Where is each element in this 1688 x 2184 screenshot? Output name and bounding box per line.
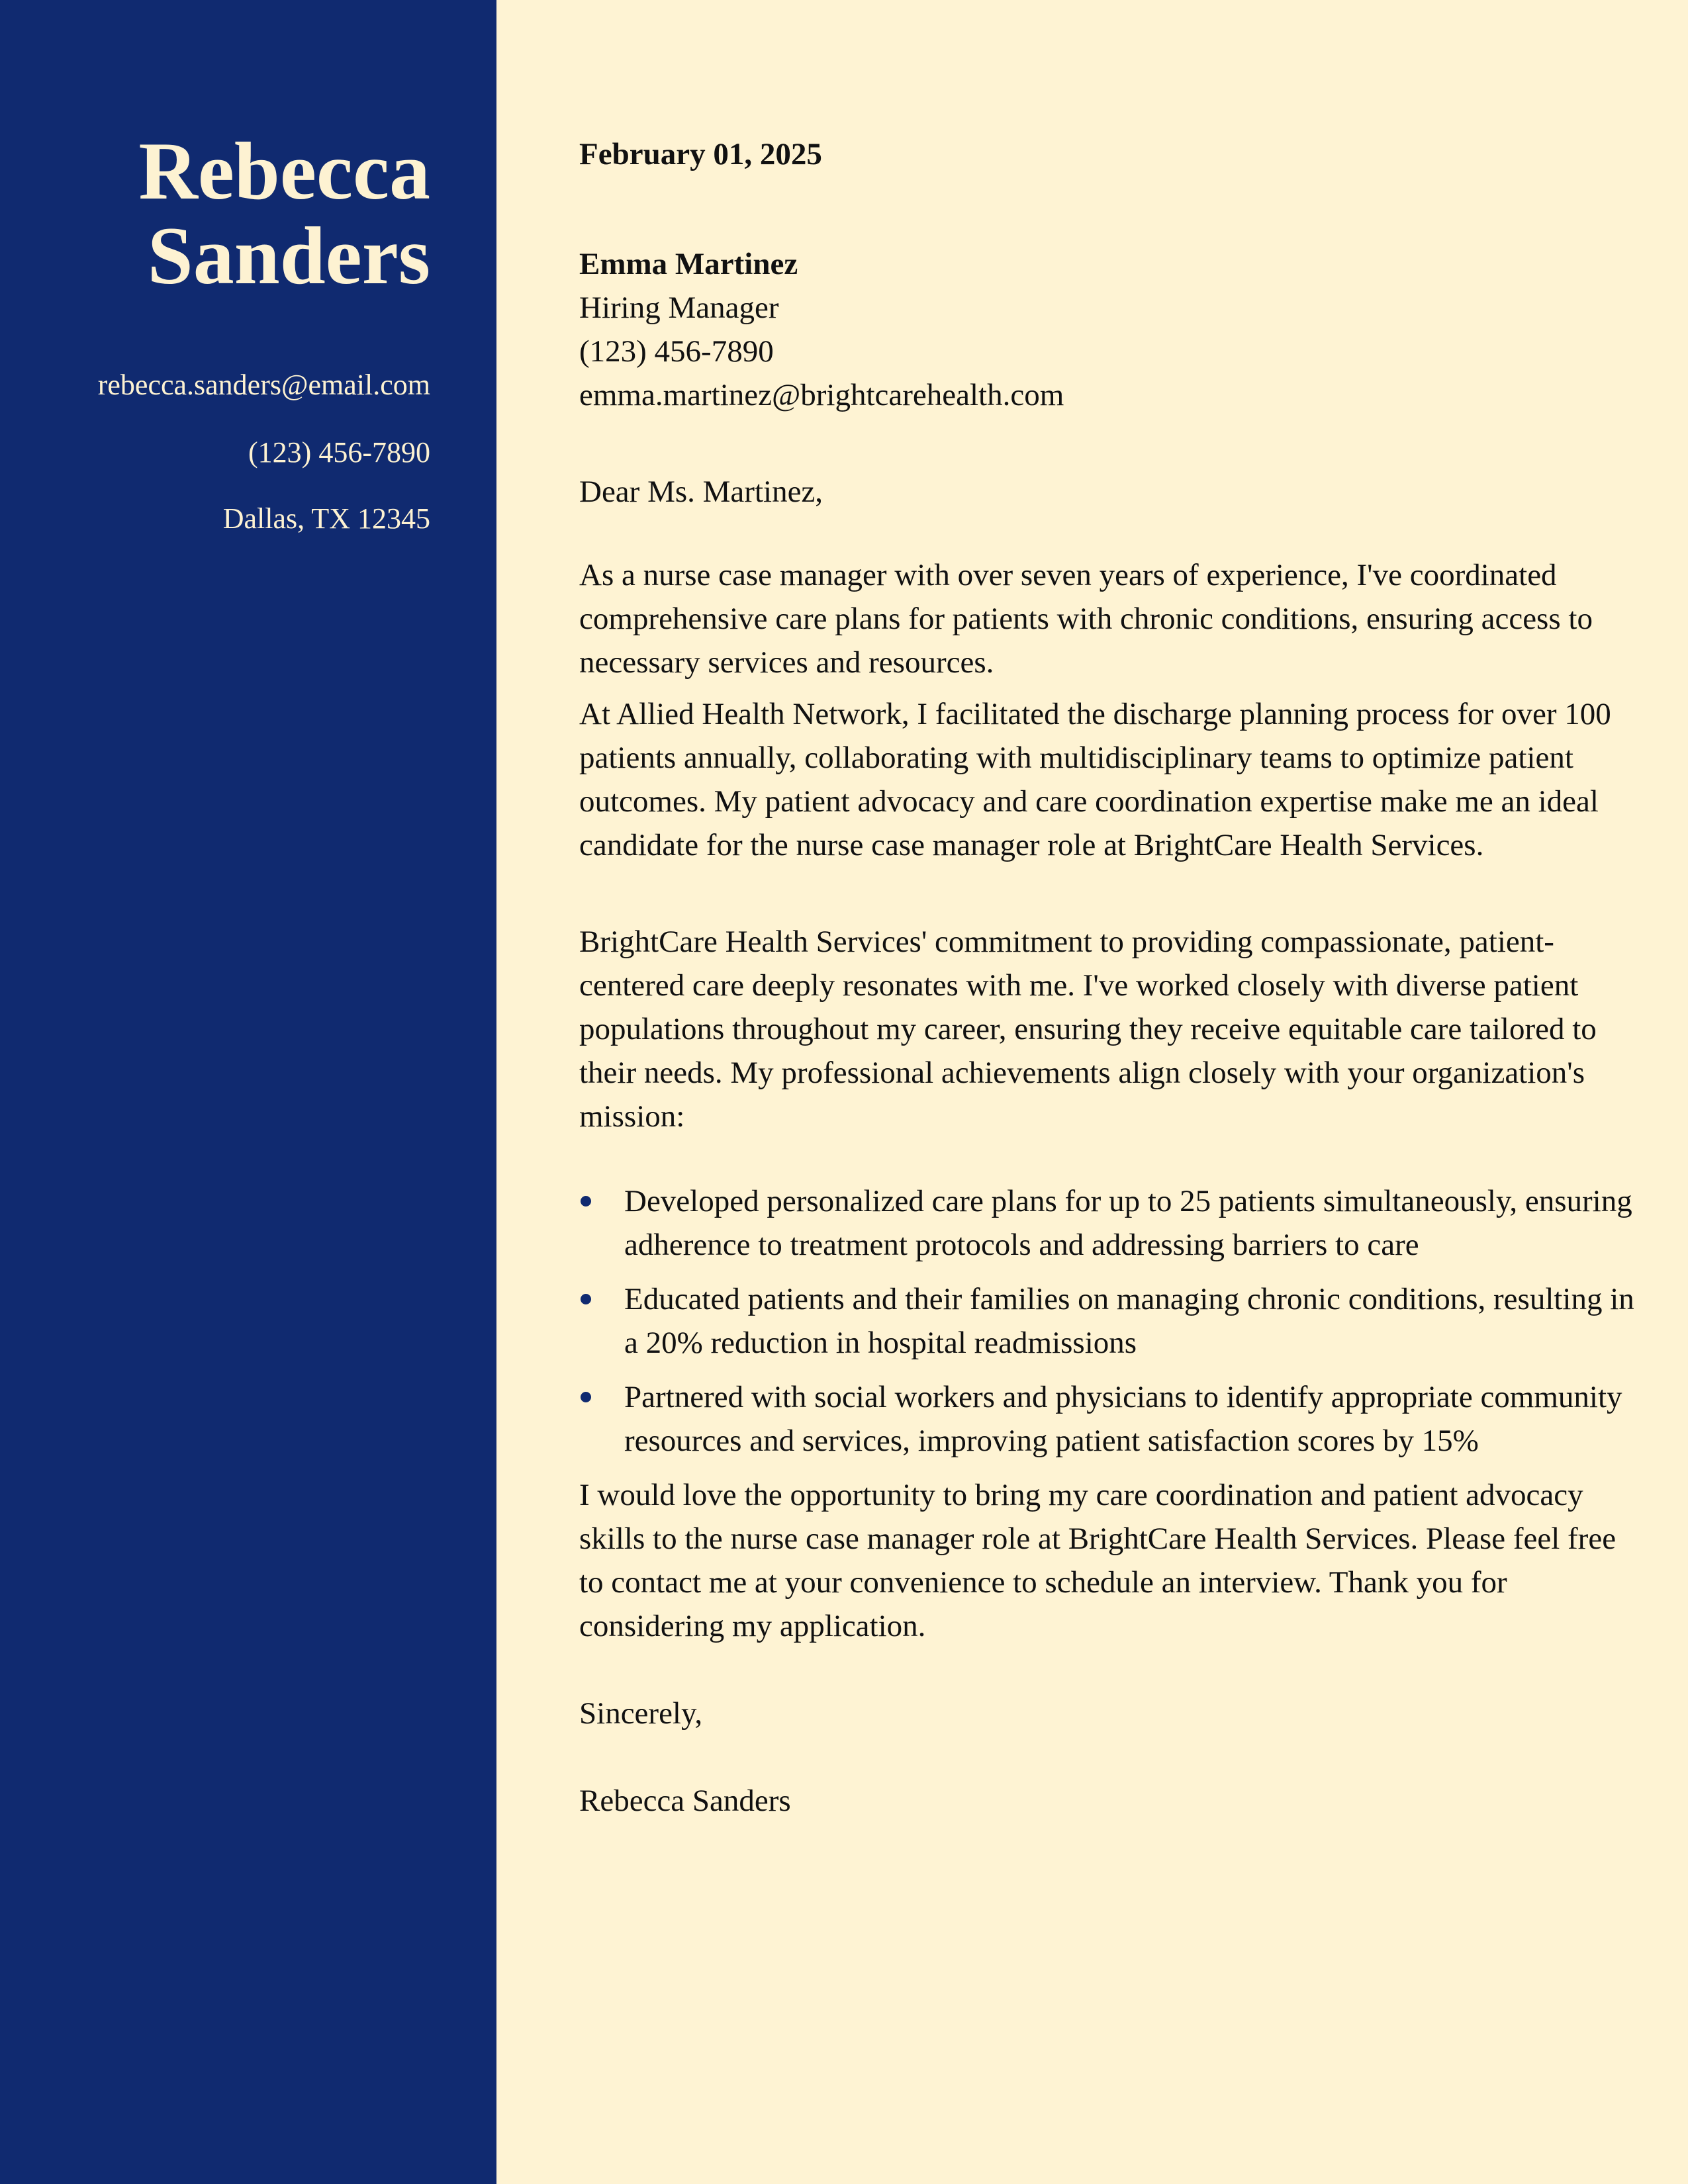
recipient-name: Emma Martinez xyxy=(579,247,798,281)
achievement-text: Educated patients and their families on managing chronic conditions, resulting in a 20% reduction in hospital readmissions xyxy=(624,1282,1634,1360)
recipient-title: Hiring Manager xyxy=(579,291,779,325)
sender-first-name: Rebecca xyxy=(138,126,430,216)
sender-location: Dallas, TX 12345 xyxy=(222,502,430,535)
salutation: Dear Ms. Martinez, xyxy=(579,475,823,509)
recipient-block xyxy=(579,242,1638,417)
sender-name xyxy=(138,126,430,301)
achievements-list xyxy=(579,1179,1638,1463)
recipient-email: emma.martinez@brightcarehealth.com xyxy=(579,378,1064,412)
sender-email: rebecca.sanders@email.com xyxy=(97,369,430,401)
list-item xyxy=(579,1375,1638,1463)
achievement-text: Partnered with social workers and physicians to identify appropriate community resources and services, improving patient satisfaction scores by 15% xyxy=(624,1380,1622,1458)
paragraph-mission: BrightCare Health Services' commitment to providing compassionate, patient-centered care deeply resonates with me. I've worked closely with diverse patient populations throughout my career, ensuring they receive equitable care tailored to their needs. My professional achievements align closely with your organization's mission: xyxy=(579,925,1597,1134)
paragraph-closing: I would love the opportunity to bring my care coordination and patient advocacy skills to the nurse case manager role at BrightCare Health Services. Please feel free to contact me at your convenience to schedule an interview. Thank you for considering my application. xyxy=(579,1478,1617,1643)
letter-page xyxy=(496,0,1688,2184)
recipient-phone: (123) 456-7890 xyxy=(579,334,774,369)
list-item xyxy=(579,1179,1638,1267)
list-item xyxy=(579,1277,1638,1365)
signature: Rebecca Sanders xyxy=(579,1784,791,1818)
sender-last-name: Sanders xyxy=(147,210,430,301)
achievement-text: Developed personalized care plans for up to 25 patients simultaneously, ensuring adherence to treatment protocols and addressing barriers to care xyxy=(624,1184,1632,1262)
sender-phone: (123) 456-7890 xyxy=(248,436,430,469)
bullet-icon xyxy=(581,1392,591,1402)
paragraph-experience: At Allied Health Network, I facilitated the discharge planning process for over 100 patients annually, collaborating with multidisciplinary teams to optimize patient outcomes. My patient advocacy and care coordination expertise make me an ideal candidate for the nurse case manager role at BrightCare Health Services. xyxy=(579,697,1611,862)
letter-body xyxy=(579,132,1638,1823)
paragraph-intro: As a nurse case manager with over seven years of experience, I've coordinated comprehensive care plans for patients with chronic conditions, ensuring access to necessary services and resources. xyxy=(579,558,1593,680)
bullet-icon xyxy=(581,1294,591,1304)
bullet-icon xyxy=(581,1196,591,1206)
letter-date: February 01, 2025 xyxy=(579,137,822,171)
sidebar xyxy=(0,0,496,2184)
closing: Sincerely, xyxy=(579,1696,703,1731)
